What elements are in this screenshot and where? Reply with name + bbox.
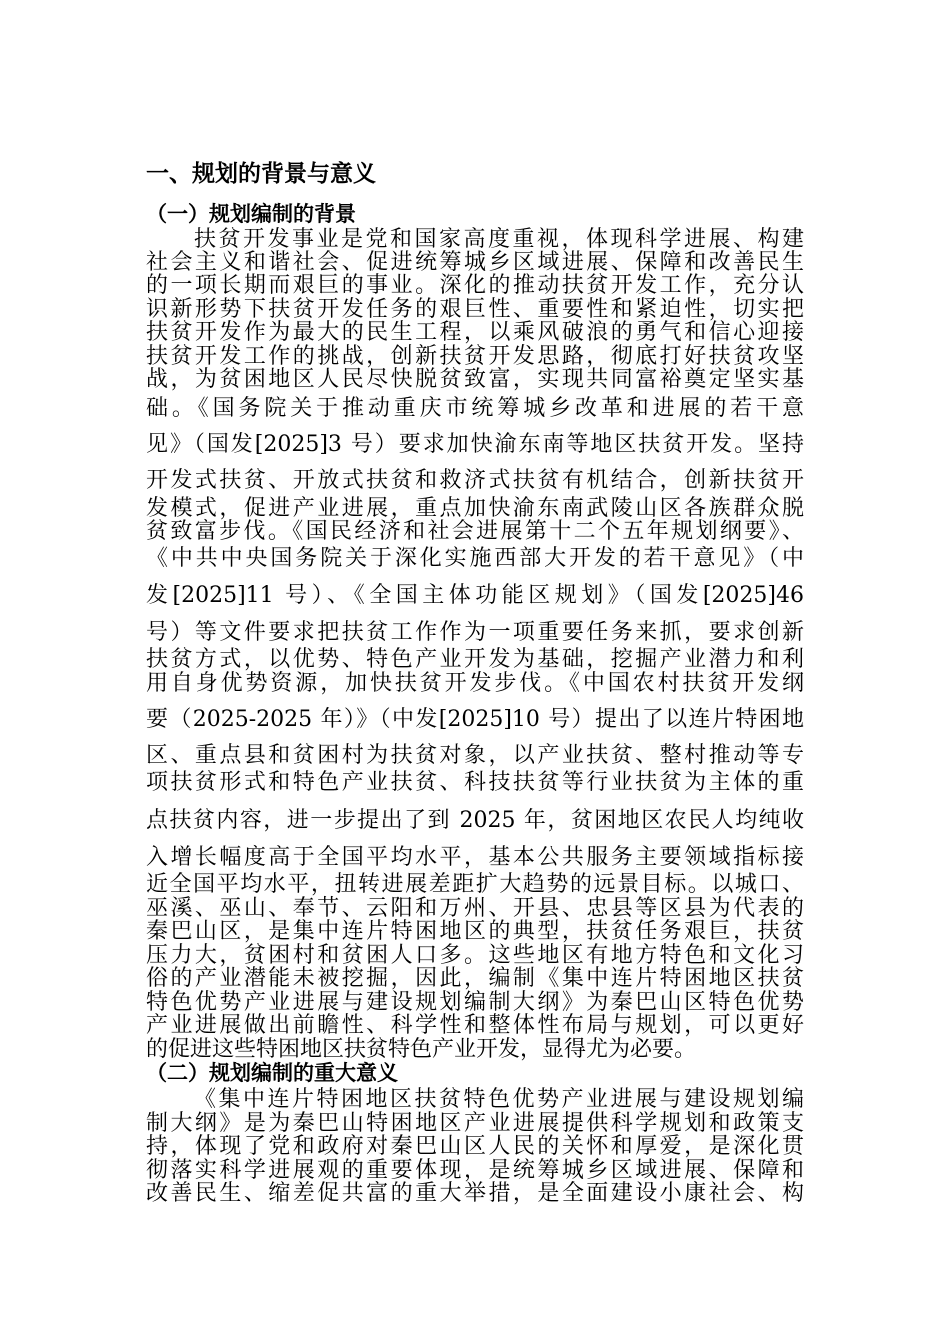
paragraph-line: 彻落实科学进展观的重要体现，是统筹城乡区域进展、保障和 xyxy=(146,1158,804,1183)
paragraph-line: 近全国平均水平，扭转进展差距扩大趋势的远景目标。以城口、 xyxy=(146,872,804,897)
paragraph-line: 用自身优势资源，加快扶贫开发步伐。《中国农村扶贫开发纲 xyxy=(146,671,804,696)
paragraph-line: 《集中连片特困地区扶贫特色优势产业进展与建设规划编 xyxy=(194,1087,804,1112)
paragraph-line: 要（2025-2025 年）》（中发[2025]10 号）提出了以连片特困地 xyxy=(146,707,804,732)
paragraph-line: 战，为贫困地区人民尽快脱贫致富，实现共同富裕奠定坚实基 xyxy=(146,367,804,392)
paragraph-line: 扶贫开发作为最大的民生工程，以乘风破浪的勇气和信心迎接 xyxy=(146,320,804,345)
paragraph-line: 的促进这些特困地区扶贫特色产业开发，显得尤为必要。 xyxy=(146,1037,697,1062)
paragraph-line: 产业进展做出前瞻性、科学性和整体性布局与规划，可以更好 xyxy=(146,1013,804,1038)
paragraph-line: 发[2025]11 号）、《全国主体功能区规划》（国发[2025]46 xyxy=(146,583,804,608)
paragraph-line: 持，体现了党和政府对秦巴山区人民的关怀和厚爱，是深化贯 xyxy=(146,1134,804,1159)
paragraph-line: 入增长幅度高于全国平均水平，基本公共服务主要领域指标接 xyxy=(146,845,804,870)
paragraph-line: 特色优势产业进展与建设规划编制大纲》为秦巴山区特色优势 xyxy=(146,990,804,1015)
paragraph-line: 见》（国发[2025]3 号）要求加快渝东南等地区扶贫开发。坚持 xyxy=(146,432,804,457)
paragraph-line: 的一项长期而艰巨的事业。深化的推动扶贫开发工作，充分认 xyxy=(146,273,804,298)
paragraph-line: 号）等文件要求把扶贫工作作为一项重要任务来抓，要求创新 xyxy=(146,620,804,645)
paragraph-line: 改善民生、缩差促共富的重大举措，是全面建设小康社会、构 xyxy=(146,1181,804,1206)
paragraph-line: 础。《国务院关于推动重庆市统筹城乡改革和进展的若干意 xyxy=(146,396,804,421)
paragraph-line: 开发式扶贫、开放式扶贫和救济式扶贫有机结合，创新扶贫开 xyxy=(146,468,804,493)
paragraph-line: 压力大，贫困村和贫困人口多。这些地区有地方特色和文化习 xyxy=(146,943,804,968)
paragraph-line: 制大纲》是为秦巴山特困地区产业进展提供科学规划和政策支 xyxy=(146,1111,804,1136)
paragraph-line: 社会主义和谐社会、促进统筹城乡区域进展、保障和改善民生 xyxy=(146,250,804,275)
paragraph-line: 识新形势下扶贫开发任务的艰巨性、重要性和紧迫性，切实把 xyxy=(146,297,804,322)
subsection-heading: （二）规划编制的重大意义 xyxy=(146,1060,398,1085)
paragraph-line: 巫溪、巫山、奉节、云阳和万州、开县、忠县等区县为代表的 xyxy=(146,896,804,921)
paragraph-line: 扶贫开发事业是党和国家高度重视，体现科学进展、构建 xyxy=(194,227,804,252)
paragraph-line: 扶贫开发工作的挑战，创新扶贫开发思路，彻底打好扶贫攻坚 xyxy=(146,344,804,369)
section-heading: 一、规划的背景与意义 xyxy=(146,160,376,187)
paragraph-line: 区、重点县和贫困村为扶贫对象，以产业扶贫、整村推动等专 xyxy=(146,743,804,768)
paragraph-line: 秦巴山区，是集中连片特困地区的典型，扶贫任务艰巨，扶贫 xyxy=(146,919,804,944)
paragraph-line: 发模式，促进产业进展，重点加快渝东南武陵山区各族群众脱 xyxy=(146,496,804,521)
paragraph-line: 点扶贫内容，进一步提出了到 2025 年，贫困地区农民人均纯收 xyxy=(146,808,804,833)
paragraph-line: 贫致富步伐。《国民经济和社会进展第十二个五年规划纲要》、 xyxy=(146,519,804,544)
paragraph-line: 俗的产业潜能未被挖掘，因此，编制《集中连片特困地区扶贫 xyxy=(146,966,804,991)
paragraph-line: 《中共中央国务院关于深化实施西部大开发的若干意见》（中 xyxy=(146,546,804,571)
paragraph-line: 项扶贫形式和特色产业扶贫、科技扶贫等行业扶贫为主体的重 xyxy=(146,770,804,795)
paragraph-line: 扶贫方式，以优势、特色产业开发为基础，挖掘产业潜力和利 xyxy=(146,647,804,672)
subsection-heading: （一）规划编制的背景 xyxy=(146,201,356,226)
